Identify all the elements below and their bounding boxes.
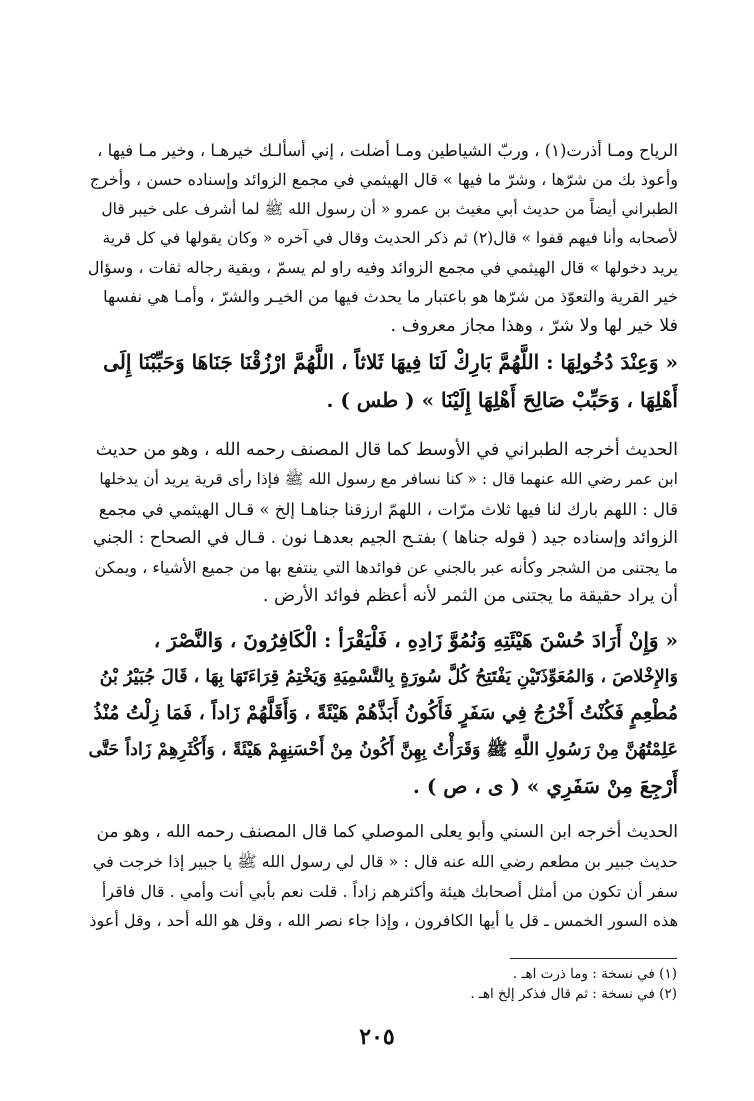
paragraph-commentary-1 bbox=[86, 136, 678, 341]
text-line: الحديث أخرجه ابن السني وأبو يعلى الموصلي كما قال المصنف رحمه الله ، وهو من bbox=[96, 822, 678, 842]
text-line: « وَعِنْدَ دُخُولِهَا : اللَّهُمَّ بَارِكْ لَنَا فِيهَا ثَلاثاً ، اللَّهُمَّ ارْزُقْنَا جَنَاهَا وَحَبِّبْنَا إِلَى bbox=[103, 350, 678, 374]
text-line: ابن عمر رضي الله عنهما قال : « كنا نسافر مع رسول الله ﷺ فإذا رأى قرية يريد أن يدخلها bbox=[99, 470, 678, 489]
footnote-divider bbox=[510, 958, 677, 959]
text-line: حديث جبير بن مطعم رضي الله عنه قال : « قال لي رسول الله ﷺ يا جبير إذا خرجت في bbox=[92, 852, 678, 872]
text-line: وَالإِخْلاصَ ، وَالمُعَوِّذَتَيْنِ يَفْتَتِحُ كُلَّ سُورَةٍ بِالتَّسْمِيَةِ وَيَخْتِمُ قِرَاءَتَهَا بِهَا ، قَالَ جُبَيْرُ بْنُ bbox=[99, 666, 678, 687]
text-line: سفر أن تكون من أمثل أصحابك هيئة وأكثرهم زاداً . قلت نعم بأبي أنت وأمي . قال فاقرأ bbox=[101, 881, 678, 901]
footnotes bbox=[400, 964, 677, 1004]
text-line: ما يجتنى من الشجر وكأنه عبر بالجني عن فوائدها التي ينتفع بها من جميع الأشياء ، ويمكن bbox=[94, 558, 678, 578]
text-line: قال : اللهم بارك لنا فيها ثلاث مرّات ، اللهمّ ارزقنا جناهـا إلخ » قـال الهيثمي في مجمع bbox=[98, 499, 678, 519]
hadith-text-1 bbox=[86, 343, 678, 419]
text-line: أَرْجِعَ مِنْ سَفَرِي » ( ى ، ص ) . bbox=[412, 774, 678, 798]
hadith-text-2 bbox=[86, 622, 678, 805]
page-number: ٢٠٥ bbox=[359, 1024, 395, 1050]
text-line: يريد دخولها » قال الهيثمي في مجمع الزوائد وفيه راو لم يسمّ ، وبقية رجاله ثقات ، وسؤال bbox=[87, 258, 678, 278]
paragraph-commentary-2 bbox=[86, 436, 678, 612]
text-line: وأعوذ بك من شرّها ، وشرّ ما فيها » قال الهيثمي في مجمع الزوائد وإسناده حسن ، وأخرج bbox=[89, 170, 678, 190]
text-line: هذه السور الخمس ـ قل يا أيها الكافرون ، وإذا جاء نصر الله ، وقل هو الله أحد ، وقل أعوذ bbox=[89, 910, 678, 930]
text-line: الزوائد وإسناده جيد ( قوله جناها ) بفتـح الجيم بعدهـا نون . قـال في الصحاح : الجني bbox=[92, 527, 678, 548]
text-line: « وَإِنْ أَرَادَ حُسْنَ هَيْئَتِهِ وَنُمُوَّ زَادِهِ ، فَلْيَقْرَأ : الْكَافِرُونَ ، وَالنَّصْرَ ، bbox=[153, 628, 678, 652]
text-line: أَهْلِهَا ، وَحَبِّبْ صَالِحَ أَهْلِهَا إِلَيْنَا » ( طس ) . bbox=[326, 388, 678, 412]
text-line: عَلِمْتُهُنَّ مِنْ رَسُولِ اللَّهِ ﷺ وَقَرَأْتُ بِهِنَّ أَكُونُ مِنْ أَحْسَنِهِمْ هَيْئَةً ، وَأَكْثَرِهِمْ زَاداً حَتَّى bbox=[88, 739, 678, 760]
text-line: أن يراد حقيقة ما يجتنى من الثمر لأنه أعظم فوائد الأرض . bbox=[262, 586, 678, 607]
text-line: مُطْعِمٍ فَكُنْتُ أَخْرُجُ فِي سَفَرٍ فَأَكُونُ أَبَذَّهُمْ هَيْئَةً ، وَأَقَلَّهُمْ زَاداً ، فَمَا زِلْتُ مُنْذُ bbox=[93, 702, 678, 724]
text-line: الرياح ومـا أذرت(١) ، وربّ الشياطين ومـا أضلت ، إني أسألـك خيرهـا ، وخير مـا فيها ، bbox=[97, 141, 678, 160]
paragraph-commentary-3 bbox=[86, 818, 678, 935]
footnote-2: (٢) في نسخة : ثم قال فذكر إلخ اهـ . bbox=[470, 986, 677, 1002]
text-line: الطبراني أيضاً من حديث أبي مغيث بن عمرو « أن رسول الله ﷺ لما أشرف على خيبر قال bbox=[101, 199, 678, 218]
text-line: خير القرية والتعوّذ من شرّها هو باعتبار ما يحدث فيها من الخيـر والشرّ ، وأمـا هي نفسها bbox=[103, 287, 678, 307]
text-line: لأصحابه وأنا فيهم قفوا » قال(٢) ثم ذكر الحديث وقال في آخره « وكان يقولها في كل قرية bbox=[102, 228, 678, 247]
footnote-1: (١) في نسخة : وما ذرت اهـ . bbox=[512, 966, 677, 982]
text-line: فلا خير لها ولا شرّ ، وهذا مجاز معروف . bbox=[390, 315, 678, 336]
text-line: الحديث أخرجه الطبراني في الأوسط كما قال المصنف رحمه الله ، وهو من حديث bbox=[95, 440, 678, 460]
